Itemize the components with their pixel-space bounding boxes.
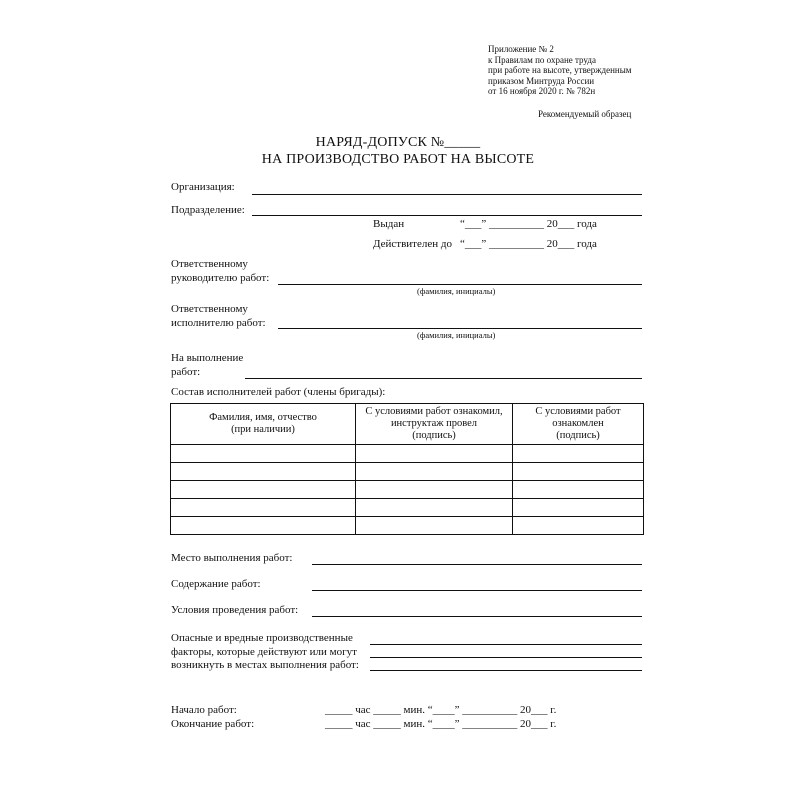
hazards-field[interactable] [370, 657, 642, 658]
table-cell[interactable] [513, 463, 644, 481]
table-cell[interactable] [171, 499, 356, 517]
col-header-fullname [171, 404, 356, 445]
issued-label: Выдан [373, 218, 405, 230]
table-cell[interactable] [356, 481, 513, 499]
col-header-acknowledged [513, 404, 644, 445]
hazards-label-3: возникнуть в местах выполнения работ: [171, 659, 359, 671]
recommended-sample-note: Рекомендуемый образец [538, 109, 632, 119]
table-cell[interactable] [171, 481, 356, 499]
table-row [171, 517, 644, 535]
col-header-instructed-by [356, 404, 513, 445]
appendix-line: Приложение № 2 [488, 44, 554, 54]
organization-label: Организация: [171, 181, 235, 193]
table-cell[interactable] [171, 517, 356, 535]
work-purpose-label-2: работ: [171, 366, 201, 378]
table-row [171, 481, 644, 499]
work-place-label: Место выполнения работ: [171, 552, 293, 564]
responsible-executor-label-2: исполнителю работ: [171, 317, 266, 329]
table-cell[interactable] [513, 499, 644, 517]
table-cell[interactable] [513, 445, 644, 463]
table-cell[interactable] [356, 499, 513, 517]
work-content-field[interactable] [312, 590, 642, 591]
appendix-line: от 16 ноября 2020 г. № 782н [488, 86, 596, 96]
organization-field[interactable] [252, 194, 642, 195]
hazards-field[interactable] [370, 670, 642, 671]
appendix-note [488, 44, 631, 97]
table-cell[interactable] [356, 517, 513, 535]
header-text: С условиями работ ознакомил, [365, 406, 503, 417]
table-cell[interactable] [171, 445, 356, 463]
start-time-label: Начало работ: [171, 704, 237, 716]
document-title-line1: НАРЯД-ДОПУСК №_____ [315, 135, 481, 150]
division-field[interactable] [252, 215, 642, 216]
header-text: (подпись) [412, 430, 456, 441]
table-cell[interactable] [171, 463, 356, 481]
hazards-label: Опасные и вредные производственные [171, 632, 353, 644]
appendix-line: приказом Минтруда России [488, 75, 595, 86]
responsible-manager-field[interactable] [278, 284, 642, 285]
work-conditions-field[interactable] [312, 616, 642, 617]
end-time-label: Окончание работ: [171, 718, 255, 730]
crew-table [170, 403, 644, 535]
header-text: (подпись) [556, 430, 600, 441]
document-title-line2: НА ПРОИЗВОДСТВО РАБОТ НА ВЫСОТЕ [261, 152, 535, 167]
table-row [171, 463, 644, 481]
crew-label: Состав исполнителей работ (члены бригады): [171, 386, 386, 398]
header-text: С условиями работ [535, 406, 621, 417]
header-text: ознакомлен [552, 418, 604, 429]
start-time-field[interactable]: _____ час _____ мин. “____” __________ 20___ г. [325, 704, 557, 716]
responsible-executor-field[interactable] [278, 328, 642, 329]
table-row [171, 445, 644, 463]
name-hint: (фамилия, инициалы) [417, 286, 496, 296]
work-conditions-label: Условия проведения работ: [171, 604, 299, 616]
valid-until-date-field[interactable]: “___” __________ 20___ года [460, 238, 597, 250]
end-time-field[interactable]: _____ час _____ мин. “____” __________ 20___ г. [325, 718, 557, 730]
table-cell[interactable] [356, 445, 513, 463]
hazards-field[interactable] [370, 644, 642, 645]
valid-until-label: Действителен до [373, 238, 452, 250]
responsible-manager-label-2: руководителю работ: [171, 272, 270, 284]
division-label: Подразделение: [171, 204, 245, 216]
crew-table-header [171, 404, 644, 445]
table-cell[interactable] [356, 463, 513, 481]
header-text: (при наличии) [231, 424, 295, 435]
work-purpose-field[interactable] [245, 378, 642, 379]
appendix-line: к Правилам по охране труда [488, 54, 596, 65]
work-purpose-label: На выполнение [171, 352, 244, 364]
table-cell[interactable] [513, 481, 644, 499]
issued-date-field[interactable]: “___” __________ 20___ года [460, 218, 597, 230]
appendix-line: при работе на высоте, утвержденным [488, 65, 632, 75]
responsible-executor-label: Ответственному [171, 303, 248, 315]
header-text: инструктаж провел [390, 418, 478, 429]
name-hint: (фамилия, инициалы) [417, 330, 496, 340]
work-content-label: Содержание работ: [171, 578, 261, 590]
hazards-label-2: факторы, которые действуют или могут [171, 646, 357, 658]
header-text: Фамилия, имя, отчество [209, 412, 317, 423]
table-row [171, 499, 644, 517]
work-place-field[interactable] [312, 564, 642, 565]
responsible-manager-label: Ответственному [171, 258, 248, 270]
table-cell[interactable] [513, 517, 644, 535]
